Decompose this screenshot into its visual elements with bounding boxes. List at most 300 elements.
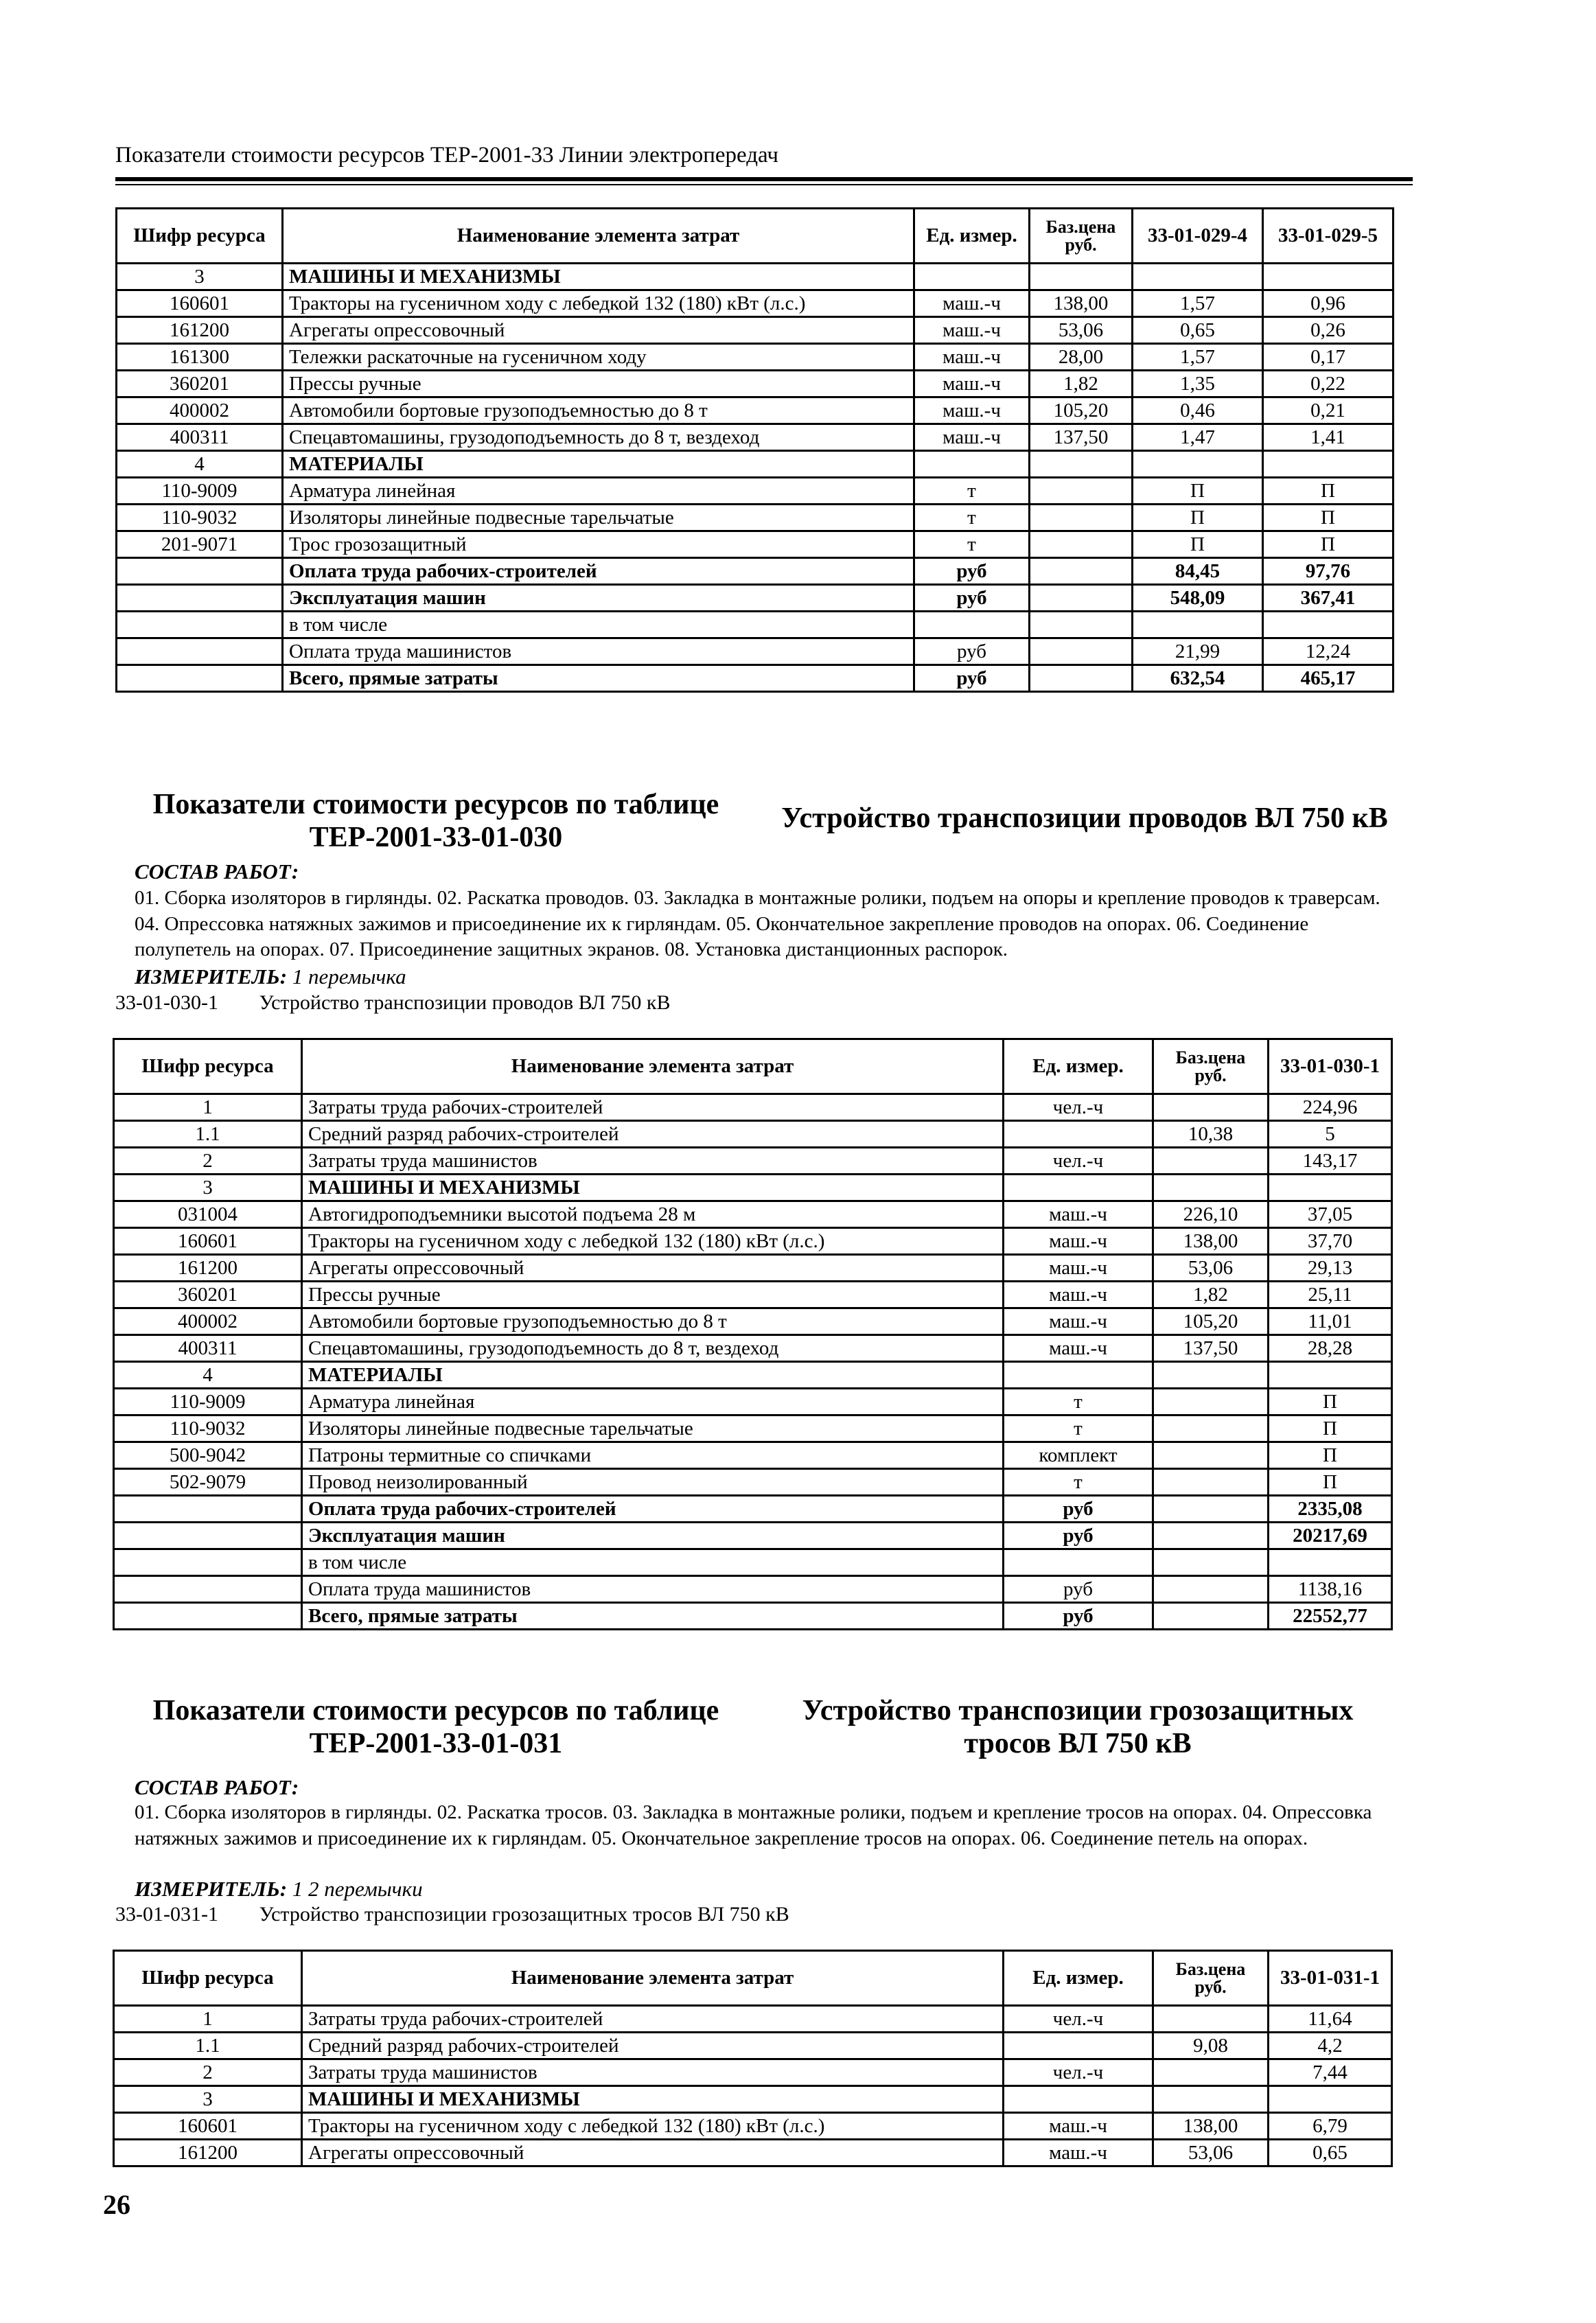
cell-unit: маш.-ч: [1004, 2140, 1153, 2166]
cell-name: Затраты труда машинистов: [302, 1148, 1004, 1175]
table-row: [114, 1442, 1392, 1469]
cell-value: П: [1269, 1469, 1392, 1496]
cell-name: Автомобили бортовые грузоподъемностью до 8 т: [302, 1308, 1004, 1335]
cell-price: 9,08: [1153, 2033, 1269, 2059]
cell-name: Спецавтомашины, грузодоподъемность до 8 т, вездеход: [283, 424, 914, 451]
cell-price: [1153, 2086, 1269, 2113]
cell-value: [1133, 264, 1263, 290]
col-code: Шифр ресурса: [114, 1039, 302, 1094]
table-row: [114, 1094, 1392, 1121]
cell-unit: руб: [914, 665, 1030, 692]
cell-code: 110-9032: [117, 505, 283, 531]
col-code: Шифр ресурса: [114, 1951, 302, 2006]
cell-price: [1153, 1523, 1269, 1549]
cell-value: 6,79: [1269, 2113, 1392, 2140]
cell-name: Изоляторы линейные подвесные тарельчатые: [283, 505, 914, 531]
cell-unit: руб: [1004, 1496, 1153, 1523]
cell-code: 400311: [117, 424, 283, 451]
cell-price: [1030, 451, 1133, 478]
cell-name: Изоляторы линейные подвесные тарельчатые: [302, 1415, 1004, 1442]
cell-price: [1030, 478, 1133, 505]
cell-code: [114, 1523, 302, 1549]
cell-code: 1: [114, 2006, 302, 2033]
table-row: [117, 505, 1393, 531]
cell-code: [117, 558, 283, 585]
cell-name: Эксплуатация машин: [302, 1523, 1004, 1549]
cell-code: 1.1: [114, 1121, 302, 1148]
cell-unit: [1004, 2033, 1153, 2059]
cell-name: Всего, прямые затраты: [283, 665, 914, 692]
cell-unit: [914, 451, 1030, 478]
table-row: [117, 478, 1393, 505]
total-row: [117, 665, 1393, 692]
cell-price: [1153, 2059, 1269, 2086]
cell-unit: маш.-ч: [1004, 1201, 1153, 1228]
cell-unit: т: [1004, 1389, 1153, 1415]
table-row: [114, 1415, 1392, 1442]
cell-name: Провод неизолированный: [302, 1469, 1004, 1496]
cell-unit: т: [914, 531, 1030, 558]
cell-unit: т: [1004, 1415, 1153, 1442]
cell-value: 0,26: [1263, 317, 1393, 344]
cell-name: Тракторы на гусеничном ходу с лебедкой 132 (180) кВт (л.с.): [302, 2113, 1004, 2140]
section3-code-line: [115, 1903, 789, 1926]
total-row: [117, 585, 1393, 612]
cell-name: Спецавтомашины, грузодоподъемность до 8 т, вездеход: [302, 1335, 1004, 1362]
col-unit: Ед. измер.: [914, 209, 1030, 264]
cell-name: Прессы ручные: [302, 1282, 1004, 1308]
cell-code: 4: [114, 1362, 302, 1389]
cell-name: Агрегаты опрессовочный: [302, 1255, 1004, 1282]
header-rule-thin: [115, 184, 1413, 185]
cell-unit: маш.-ч: [914, 317, 1030, 344]
cell-unit: [914, 612, 1030, 638]
measure-label: ИЗМЕРИТЕЛЬ:: [135, 964, 288, 989]
cell-value: 37,05: [1269, 1201, 1392, 1228]
cell-value: [1263, 612, 1393, 638]
cell-value: 632,54: [1133, 665, 1263, 692]
table-row: [114, 1469, 1392, 1496]
cell-value: 0,21: [1263, 397, 1393, 424]
col-price: Баз.цена руб.: [1030, 209, 1133, 264]
cell-code: [117, 612, 283, 638]
cell-value: 7,44: [1269, 2059, 1392, 2086]
cell-name: Автомобили бортовые грузоподъемностью до 8 т: [283, 397, 914, 424]
cell-value: 4,2: [1269, 2033, 1392, 2059]
table-row: [114, 1121, 1392, 1148]
cell-value: П: [1263, 505, 1393, 531]
cell-unit: [914, 264, 1030, 290]
measure-value: 1 2 перемычки: [292, 1877, 423, 1901]
cell-value: 143,17: [1269, 1148, 1392, 1175]
table-row: [114, 2113, 1392, 2140]
table-029: [115, 207, 1394, 693]
page-header: Показатели стоимости ресурсов ТЕР-2001-33 Линии электропередач: [115, 143, 778, 167]
section3-code-desc: Устройство транспозиции грозозащитных тросов ВЛ 750 кВ: [259, 1903, 789, 1926]
cell-name: Патроны термитные со спичками: [302, 1442, 1004, 1469]
cell-code: 360201: [117, 371, 283, 397]
cell-code: 161200: [114, 1255, 302, 1282]
cell-unit: чел.-ч: [1004, 1148, 1153, 1175]
cell-price: [1153, 1094, 1269, 1121]
cell-value: 12,24: [1263, 638, 1393, 665]
cell-price: 138,00: [1153, 2113, 1269, 2140]
cell-name: Затраты труда рабочих-строителей: [302, 2006, 1004, 2033]
col-029-4: 33-01-029-4: [1133, 209, 1263, 264]
col-unit: Ед. измер.: [1004, 1951, 1153, 2006]
table-row: [114, 1148, 1392, 1175]
cell-price: [1153, 1576, 1269, 1603]
cell-price: [1153, 1415, 1269, 1442]
table-row: [114, 1389, 1392, 1415]
cell-value: 21,99: [1133, 638, 1263, 665]
total-row: [117, 638, 1393, 665]
cell-code: 360201: [114, 1282, 302, 1308]
col-name: Наименование элемента затрат: [283, 209, 914, 264]
cell-price: [1153, 1469, 1269, 1496]
total-row: [117, 558, 1393, 585]
section3-sostav-label: СОСТАВ РАБОТ:: [135, 1775, 299, 1799]
table-row: [114, 1228, 1392, 1255]
cell-value: 1138,16: [1269, 1576, 1392, 1603]
cell-value: 1,57: [1133, 290, 1263, 317]
cell-price: 138,00: [1030, 290, 1133, 317]
cell-code: 110-9009: [114, 1389, 302, 1415]
cell-unit: [1004, 2086, 1153, 2113]
cell-value: [1269, 1362, 1392, 1389]
cell-value: 28,28: [1269, 1335, 1392, 1362]
table-row: [114, 1335, 1392, 1362]
table-row: [114, 1255, 1392, 1282]
cell-value: П: [1133, 478, 1263, 505]
cell-code: 400002: [114, 1308, 302, 1335]
section3-code: 33-01-031-1: [115, 1903, 218, 1926]
cell-code: 161200: [114, 2140, 302, 2166]
measure-label: ИЗМЕРИТЕЛЬ:: [135, 1877, 288, 1901]
cell-code: 400002: [117, 397, 283, 424]
total-row: [114, 1496, 1392, 1523]
cell-price: 226,10: [1153, 1201, 1269, 1228]
cell-price: [1030, 558, 1133, 585]
cell-name: Оплата труда рабочих-строителей: [302, 1496, 1004, 1523]
cell-value: П: [1133, 505, 1263, 531]
section2-work-text: 01. Сборка изоляторов в гирлянды. 02. Раскатка проводов. 03. Закладка в монтажные ролики, подъем на опоры и крепление проводов к траверсам. 04. Опрессовка натяжных зажимов и присоединение их к гирляндам. 05. Окончательное закрепление проводов на опорах. 06. Соединение полупетель на опорах. 07. Присоединение защитных экранов. 08. Установка дистанционных распорок.: [135, 887, 1380, 961]
cell-name: Эксплуатация машин: [283, 585, 914, 612]
cell-value: 5: [1269, 1121, 1392, 1148]
measure-value: 1 перемычка: [292, 964, 406, 989]
cell-value: [1133, 451, 1263, 478]
cell-value: [1269, 1549, 1392, 1576]
cell-unit: чел.-ч: [1004, 2006, 1153, 2033]
cell-value: 2335,08: [1269, 1496, 1392, 1523]
total-row: [114, 1603, 1392, 1630]
cell-name: Средний разряд рабочих-строителей: [302, 2033, 1004, 2059]
cell-code: [114, 1496, 302, 1523]
section3-title-left: Показатели стоимости ресурсов по таблице ТЕР-2001-33-01-031: [152, 1695, 719, 1760]
cell-value: 224,96: [1269, 1094, 1392, 1121]
cell-price: [1030, 264, 1133, 290]
cell-value: 0,17: [1263, 344, 1393, 371]
table-row: [117, 264, 1393, 290]
cell-code: 502-9079: [114, 1469, 302, 1496]
cell-name: Затраты труда рабочих-строителей: [302, 1094, 1004, 1121]
cell-value: 20217,69: [1269, 1523, 1392, 1549]
cell-unit: маш.-ч: [914, 424, 1030, 451]
table-row: [114, 1308, 1392, 1335]
cell-price: [1030, 585, 1133, 612]
cell-unit: руб: [1004, 1576, 1153, 1603]
cell-name: Средний разряд рабочих-строителей: [302, 1121, 1004, 1148]
cell-name: МАШИНЫ И МЕХАНИЗМЫ: [302, 2086, 1004, 2113]
cell-value: 1,57: [1133, 344, 1263, 371]
total-row: [117, 612, 1393, 638]
table-row: [114, 1282, 1392, 1308]
cell-price: [1153, 2006, 1269, 2033]
header-rule: [115, 177, 1413, 181]
cell-code: 160601: [114, 1228, 302, 1255]
cell-price: 137,50: [1030, 424, 1133, 451]
table-row: [117, 317, 1393, 344]
table-row: [114, 2006, 1392, 2033]
cell-price: [1030, 665, 1133, 692]
table-031: [113, 1950, 1393, 2167]
table-row: [114, 2140, 1392, 2166]
cell-name: Арматура линейная: [302, 1389, 1004, 1415]
cell-value: 97,76: [1263, 558, 1393, 585]
cell-price: 137,50: [1153, 1335, 1269, 1362]
cell-value: 84,45: [1133, 558, 1263, 585]
cell-value: 548,09: [1133, 585, 1263, 612]
section2-code: 33-01-030-1: [115, 991, 218, 1014]
cell-unit: т: [914, 478, 1030, 505]
cell-value: 367,41: [1263, 585, 1393, 612]
cell-value: 11,01: [1269, 1308, 1392, 1335]
total-row: [114, 1549, 1392, 1576]
cell-unit: руб: [914, 558, 1030, 585]
section2-title-left: Показатели стоимости ресурсов по таблице ТЕР-2001-33-01-030: [152, 789, 719, 854]
cell-name: Тракторы на гусеничном ходу с лебедкой 132 (180) кВт (л.с.): [283, 290, 914, 317]
cell-value: 1,47: [1133, 424, 1263, 451]
section3-title-right: Устройство транспозиции грозозащитных тросов ВЛ 750 кВ: [802, 1695, 1354, 1760]
cell-code: [114, 1603, 302, 1630]
cell-value: 465,17: [1263, 665, 1393, 692]
cell-value: П: [1263, 478, 1393, 505]
cell-value: [1269, 1175, 1392, 1201]
cell-unit: маш.-ч: [1004, 2113, 1153, 2140]
table-row: [117, 371, 1393, 397]
cell-value: 0,46: [1133, 397, 1263, 424]
section2-code-line: [115, 991, 671, 1015]
cell-name: Агрегаты опрессовочный: [302, 2140, 1004, 2166]
cell-code: [114, 1549, 302, 1576]
col-unit: Ед. измер.: [1004, 1039, 1153, 1094]
cell-name: МАТЕРИАЛЫ: [302, 1362, 1004, 1389]
cell-unit: маш.-ч: [1004, 1228, 1153, 1255]
section2-code-desc: Устройство транспозиции проводов ВЛ 750 кВ: [259, 991, 671, 1014]
table-row: [114, 2086, 1392, 2113]
cell-unit: руб: [914, 585, 1030, 612]
cell-unit: [1004, 1121, 1153, 1148]
table-row: [117, 451, 1393, 478]
cell-price: [1030, 505, 1133, 531]
cell-value: П: [1263, 531, 1393, 558]
cell-code: 201-9071: [117, 531, 283, 558]
cell-name: Автогидроподъемники высотой подъема 28 м: [302, 1201, 1004, 1228]
cell-value: 1,41: [1263, 424, 1393, 451]
cell-name: Затраты труда машинистов: [302, 2059, 1004, 2086]
cell-price: [1153, 1362, 1269, 1389]
cell-unit: маш.-ч: [1004, 1255, 1153, 1282]
cell-name: в том числе: [283, 612, 914, 638]
col-029-5: 33-01-029-5: [1263, 209, 1393, 264]
cell-name: в том числе: [302, 1549, 1004, 1576]
cell-price: 53,06: [1153, 1255, 1269, 1282]
cell-unit: комплект: [1004, 1442, 1153, 1469]
cell-code: 3: [114, 2086, 302, 2113]
cell-name: МАШИНЫ И МЕХАНИЗМЫ: [283, 264, 914, 290]
cell-price: [1153, 1389, 1269, 1415]
cell-name: Арматура линейная: [283, 478, 914, 505]
page-number: 26: [103, 2189, 130, 2220]
cell-code: 3: [114, 1175, 302, 1201]
cell-code: 3: [117, 264, 283, 290]
table-row: [114, 1175, 1392, 1201]
cell-price: [1030, 638, 1133, 665]
cell-price: 10,38: [1153, 1121, 1269, 1148]
cell-unit: т: [914, 505, 1030, 531]
cell-value: 1,35: [1133, 371, 1263, 397]
cell-code: 2: [114, 2059, 302, 2086]
table-row: [114, 1362, 1392, 1389]
total-row: [114, 1523, 1392, 1549]
cell-unit: маш.-ч: [914, 290, 1030, 317]
table-030: [113, 1038, 1393, 1630]
cell-code: [117, 665, 283, 692]
cell-unit: т: [1004, 1469, 1153, 1496]
cell-code: [117, 585, 283, 612]
cell-value: 0,65: [1269, 2140, 1392, 2166]
cell-value: П: [1269, 1442, 1392, 1469]
cell-unit: руб: [914, 638, 1030, 665]
section3-work-text: 01. Сборка изоляторов в гирлянды. 02. Раскатка тросов. 03. Закладка в монтажные ролики, подъем и крепление тросов на опорах. 04. Опрессовка натяжных зажимов и присоединение их к гирляндам. 05. Окончательное закрепление тросов на опорах. 06. Соединение петель на опорах.: [135, 1801, 1372, 1849]
cell-name: Всего, прямые затраты: [302, 1603, 1004, 1630]
cell-value: 11,64: [1269, 2006, 1392, 2033]
cell-code: 160601: [117, 290, 283, 317]
section2-title-right: Устройство транспозиции проводов ВЛ 750 кВ: [781, 802, 1388, 834]
cell-name: Прессы ручные: [283, 371, 914, 397]
cell-value: [1133, 612, 1263, 638]
cell-unit: [1004, 1549, 1153, 1576]
cell-unit: маш.-ч: [1004, 1308, 1153, 1335]
cell-value: [1263, 264, 1393, 290]
cell-value: 0,96: [1263, 290, 1393, 317]
cell-name: Оплата труда машинистов: [302, 1576, 1004, 1603]
section2-sostav-label: СОСТАВ РАБОТ:: [135, 859, 299, 883]
cell-unit: чел.-ч: [1004, 1094, 1153, 1121]
cell-price: [1153, 1442, 1269, 1469]
cell-value: 0,65: [1133, 317, 1263, 344]
cell-value: 0,22: [1263, 371, 1393, 397]
cell-price: 105,20: [1030, 397, 1133, 424]
cell-unit: чел.-ч: [1004, 2059, 1153, 2086]
cell-price: 53,06: [1153, 2140, 1269, 2166]
cell-code: [114, 1576, 302, 1603]
table-row: [114, 1201, 1392, 1228]
section3-measure: [135, 1877, 423, 1902]
table-row: [117, 397, 1393, 424]
cell-code: 110-9032: [114, 1415, 302, 1442]
cell-code: 1.1: [114, 2033, 302, 2059]
col-030-1: 33-01-030-1: [1269, 1039, 1392, 1094]
cell-price: [1153, 1549, 1269, 1576]
cell-unit: [1004, 1362, 1153, 1389]
cell-price: 1,82: [1030, 371, 1133, 397]
col-name: Наименование элемента затрат: [302, 1951, 1004, 2006]
section2-measure: [135, 964, 406, 989]
cell-code: 161200: [117, 317, 283, 344]
cell-code: 1: [114, 1094, 302, 1121]
table-row: [117, 531, 1393, 558]
cell-code: 031004: [114, 1201, 302, 1228]
cell-unit: руб: [1004, 1523, 1153, 1549]
table-row: [117, 290, 1393, 317]
cell-unit: маш.-ч: [914, 344, 1030, 371]
cell-price: [1030, 612, 1133, 638]
cell-code: 110-9009: [117, 478, 283, 505]
cell-code: 400311: [114, 1335, 302, 1362]
cell-price: 28,00: [1030, 344, 1133, 371]
cell-name: Трос грозозащитный: [283, 531, 914, 558]
cell-unit: маш.-ч: [914, 371, 1030, 397]
cell-value: [1263, 451, 1393, 478]
cell-unit: [1004, 1175, 1153, 1201]
cell-price: [1030, 531, 1133, 558]
cell-code: 500-9042: [114, 1442, 302, 1469]
cell-price: 105,20: [1153, 1308, 1269, 1335]
cell-value: 29,13: [1269, 1255, 1392, 1282]
col-code: Шифр ресурса: [117, 209, 283, 264]
table-row: [117, 344, 1393, 371]
col-name: Наименование элемента затрат: [302, 1039, 1004, 1094]
col-price: Баз.цена руб.: [1153, 1951, 1269, 2006]
cell-price: [1153, 1603, 1269, 1630]
cell-name: Оплата труда рабочих-строителей: [283, 558, 914, 585]
table-row: [114, 2033, 1392, 2059]
cell-value: 37,70: [1269, 1228, 1392, 1255]
cell-price: [1153, 1496, 1269, 1523]
cell-name: МАТЕРИАЛЫ: [283, 451, 914, 478]
cell-price: [1153, 1148, 1269, 1175]
cell-unit: руб: [1004, 1603, 1153, 1630]
col-031-1: 33-01-031-1: [1269, 1951, 1392, 2006]
table-row: [114, 2059, 1392, 2086]
cell-value: 25,11: [1269, 1282, 1392, 1308]
cell-value: [1269, 2086, 1392, 2113]
total-row: [114, 1576, 1392, 1603]
cell-name: Оплата труда машинистов: [283, 638, 914, 665]
cell-value: 22552,77: [1269, 1603, 1392, 1630]
cell-price: 138,00: [1153, 1228, 1269, 1255]
cell-name: Тракторы на гусеничном ходу с лебедкой 132 (180) кВт (л.с.): [302, 1228, 1004, 1255]
cell-value: П: [1269, 1389, 1392, 1415]
col-price: Баз.цена руб.: [1153, 1039, 1269, 1094]
cell-price: 1,82: [1153, 1282, 1269, 1308]
cell-unit: маш.-ч: [1004, 1335, 1153, 1362]
cell-name: МАШИНЫ И МЕХАНИЗМЫ: [302, 1175, 1004, 1201]
cell-code: [117, 638, 283, 665]
cell-name: Тележки раскаточные на гусеничном ходу: [283, 344, 914, 371]
cell-code: 2: [114, 1148, 302, 1175]
